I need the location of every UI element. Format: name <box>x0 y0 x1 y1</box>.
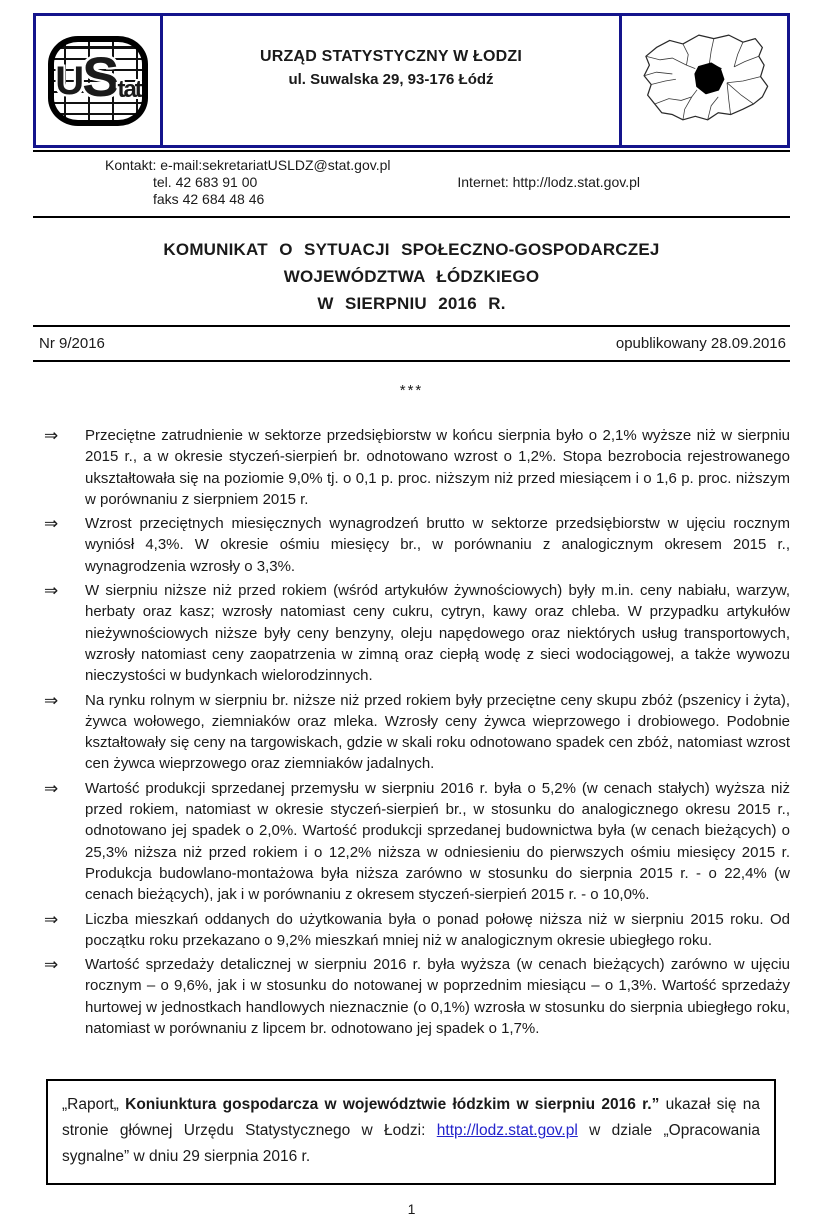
report-text-middle: ukazał się na stronie głównej Urzędu Statystycznego w Łodzi: <box>62 1096 760 1140</box>
internet-address: Internet: http://lodz.stat.gov.pl <box>457 174 640 190</box>
contact-fax: faks 42 684 48 46 <box>153 191 265 207</box>
section-separator: *** <box>399 382 424 399</box>
report-info-box <box>46 1079 776 1185</box>
report-text-prefix: „Raport„ <box>62 1096 126 1114</box>
publish-date: opublikowany 28.09.2016 <box>615 335 786 352</box>
list-item <box>33 778 790 906</box>
bullet-text: W sierpniu niższe niż przed rokiem (wśród artykułów żywnościowych) były m.in. ceny nabiału, warzyw, herbaty oraz kasz; wzrosły natomiast ceny cukru, cytryn, kawy oraz chleba. W przypadku artykułów nieżywnościowych niższe były ceny benzyny, oleju napędowego oraz niektórych usług transportowych, wzrosły natomiast ceny zaopatrzenia w zimną oraz ciepłą wodę z sieci wodociągowej, a także wywozu nieczystości w budynkach wielorodzinnych. <box>85 582 790 685</box>
logo-letters-tat: tat <box>117 75 141 103</box>
bullet-text: Wzrost przeciętnych miesięcznych wynagrodzeń brutto w sektorze przedsiębiorstw w ujęciu rocznym wyniósł 4,3%. W okresie ośmiu miesięcy br., w porównaniu z analogicznym okresem 2015 r., wynagrodzenia wzrosły o 3,3%. <box>85 515 790 575</box>
double-arrow-icon: ⇒ <box>44 581 59 601</box>
double-arrow-icon: ⇒ <box>44 909 59 929</box>
summary-list <box>33 425 790 1039</box>
document-title <box>33 236 790 317</box>
double-arrow-icon: ⇒ <box>44 955 59 975</box>
bullet-text: Liczba mieszkań oddanych do użytkowania była o ponad połowę niższa niż w sierpniu 2015 roku. Od początku roku przekazano o 9,2% mieszkań mniej niż w analogicznym okresie ubiegłego roku. <box>85 910 790 949</box>
report-text-suffix: w dziale „Opracowania sygnalne” w dniu 29 sierpnia 2016 r. <box>62 1122 760 1166</box>
contact-strip <box>33 150 790 218</box>
logo-letter-u: U <box>55 58 83 103</box>
document-title-line3: W SIERPNIU 2016 R. <box>317 294 506 313</box>
contact-details <box>33 157 391 208</box>
double-arrow-icon: ⇒ <box>44 426 59 445</box>
office-address: ul. Suwalska 29, 93-176 Łódź <box>288 71 494 88</box>
double-arrow-icon: ⇒ <box>44 514 59 534</box>
logo-letter-s: S <box>82 44 118 108</box>
report-link[interactable]: http://lodz.stat.gov.pl <box>436 1122 578 1140</box>
logo-cell <box>36 16 163 145</box>
bullet-text: Wartość sprzedaży detalicznej w sierpniu 2016 r. była wyższa (w cenach bieżących) zarówno w ujęciu rocznym – o 9,6%, jak i w stosunku do notowanej w poprzednim miesiącu – o 1,3%. Wartość sprzedaży hurtowej w jednostkach handlowych nieznacznie (o 0,1%) wzrosła w stosunku do sierpnia ubiegłego roku, natomiast w porównaniu z lipcem br. odnotowano jej spadek o 1,7%. <box>85 956 790 1038</box>
list-item <box>33 425 790 510</box>
contact-email: Kontakt: e-mail:sekretariatUSLDZ@stat.gov.pl <box>105 157 391 173</box>
office-name: URZĄD STATYSTYCZNY W ŁODZI <box>259 48 523 65</box>
list-item <box>33 513 790 577</box>
document-title-line1: KOMUNIKAT O SYTUACJI SPOŁECZNO-GOSPODARCZEJ <box>163 240 660 259</box>
bullet-text: Przeciętne zatrudnienie w sektorze przedsiębiorstw w końcu sierpnia było o 2,1% wyższe niż w sierpniu 2015 r., a w okresie styczeń-sierpień br. odnotowano wzrost o 1,2%. Stopa bezrobocia rejestrowanego ukształtowała się na poziomie 9,0% tj. o 0,1 p. proc. niższym niż przed miesiącem i o 1,6 p. proc. niższym w porównaniu z sierpniem 2015 r. <box>85 427 790 508</box>
letterhead <box>33 13 790 148</box>
lodzkie-region-highlight <box>695 63 723 93</box>
list-item <box>33 954 790 1039</box>
double-arrow-icon: ⇒ <box>44 778 59 798</box>
poland-map-icon <box>630 25 780 137</box>
issue-row <box>33 325 790 362</box>
bullet-text: Wartość produkcji sprzedanej przemysłu w sierpniu 2016 r. była o 5,2% (w cenach stałych) wyższa niż przed rokiem, natomiast w okresie styczeń-sierpień br., w stosunku do analogicznego okresu 2015 r., odnotowano jej spadek o 2,0%. Wartość produkcji sprzedanej budownictwa była (w cenach bieżących) o 25,3% niższa niż przed rokiem i o 12,2% niższa w odniesieniu do pierwszych ośmiu miesięcy 2015 r. Produkcja budowlano-montażowa była niższa zarówno w stosunku do sierpnia 2015 r. - o 22,4% (w cenach bieżących), jak i w porównaniu z okresem styczeń-sierpień 2015 r. - o 10,0%. <box>85 779 790 904</box>
list-item <box>33 580 790 686</box>
ustat-logo-icon <box>48 36 148 126</box>
list-item <box>33 909 790 952</box>
map-cell <box>619 16 787 145</box>
bullet-text: Na rynku rolnym w sierpniu br. niższe niż przed rokiem były przeciętne ceny skupu zbóż (pszenicy i żyta), żywca wołowego, ziemniaków oraz mleka. Wzrosły ceny żywca wieprzowego i drobiowego. Podobnie kształtowały się ceny na targowiskach, gdzie w skali roku odnotowano spadek cen zbóż, natomiast wzrost cen żywca wieprzowego oraz ziemniaków jadalnych. <box>85 691 790 773</box>
double-arrow-icon: ⇒ <box>44 690 59 710</box>
document-title-line2: WOJEWÓDZTWA ŁÓDZKIEGO <box>283 267 540 286</box>
report-title: Koniunktura gospodarcza w województwie łódzkim w sierpniu 2016 r.” <box>125 1096 660 1114</box>
issue-number: Nr 9/2016 <box>39 335 105 352</box>
list-item <box>33 690 790 775</box>
ustat-logo-text <box>54 42 142 120</box>
contact-phone: tel. 42 683 91 00 <box>153 174 258 190</box>
page-number: 1 <box>407 1201 416 1217</box>
office-title-cell <box>163 16 619 145</box>
